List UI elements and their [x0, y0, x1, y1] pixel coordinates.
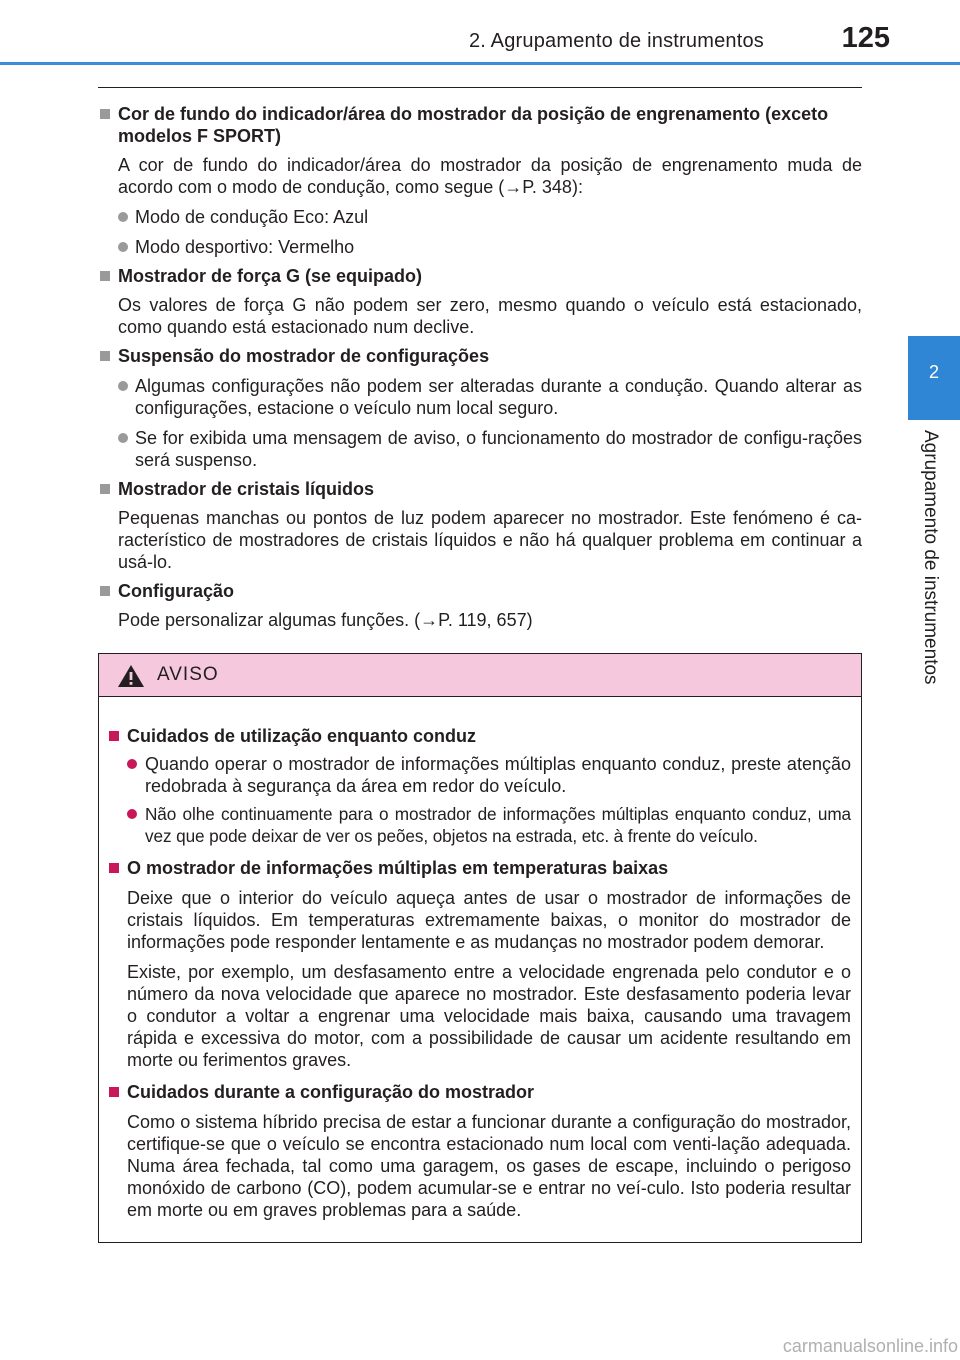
warning-heading: O mostrador de informações múltiplas em temperaturas baixas [107, 857, 851, 879]
section-heading: Suspensão do mostrador de configurações [98, 345, 862, 367]
chapter-side-label [918, 430, 942, 720]
top-divider [98, 87, 862, 88]
circle-bullet-icon [118, 381, 128, 391]
section-paragraph: Pequenas manchas ou pontos de luz podem aparecer no mostrador. Este fenómeno é ca-racterístico de mostradores de cristais líquidos e não há qualquer problema em continuar a usá-lo. [118, 508, 862, 572]
circle-bullet-icon [118, 212, 128, 222]
warning-paragraph: Existe, por exemplo, um desfasamento entre a velocidade engrenada pelo condutor e o número da nova velocidade que aparece no mostrador. Este desfasamento poderia levar o condutor a voltar a engrenar uma velocidade mais baixa, causando uma travagem rápida e excessiva do motor, com a possibilidade de causar um acidente resultando em morte ou ferimentos graves. [127, 962, 851, 1070]
section-paragraph: A cor de fundo do indicador/área do mostrador da posição de engrenamento muda de acordo com o modo de condução, como segue (→P. 348): [118, 155, 862, 197]
warning-body [99, 697, 861, 1221]
page-number: 125 [841, 22, 890, 54]
page-header [0, 0, 960, 64]
warning-box [98, 653, 862, 1243]
warning-heading: Cuidados de utilização enquanto conduz [107, 725, 851, 747]
chapter-tab-number: 2 [928, 362, 939, 382]
square-bullet-icon [100, 109, 110, 119]
warning-paragraph: Como o sistema híbrido precisa de estar a funcionar durante a configuração do mostrador, certifique-se que o veículo se encontra estacionado num local com venti-lação adequada. Numa área fechada, tal como uma garagem, os gases de escape, incluindo o perigoso monóxido de carbono (CO), podem acumular-se e entrar no veí-culo. Isto poderia resultar em morte ou em graves problemas para a saúde. [127, 1112, 851, 1220]
list-item: Modo de condução Eco: Azul [98, 206, 862, 228]
warning-title: AVISO [157, 664, 219, 685]
list-item: Algumas configurações não podem ser alteradas durante a condução. Quando alterar as configurações, estacione o veículo num local seguro. [98, 375, 862, 419]
section-heading: Configuração [98, 580, 862, 602]
section-heading: Mostrador de força G (se equipado) [98, 265, 862, 287]
page-content [98, 96, 862, 631]
warning-list-item: Quando operar o mostrador de informações múltiplas enquanto conduz, preste atenção redobrada à segurança da área em redor do veículo. [107, 753, 851, 797]
warning-list-item: Não olhe continuamente para o mostrador de informações múltiplas enquanto conduz, uma vez que pode deixar de ver os peões, objetos na estrada, etc. à frente do veículo. [107, 803, 851, 847]
square-bullet-icon [100, 351, 110, 361]
square-bullet-icon [100, 271, 110, 281]
list-item: Se for exibida uma mensagem de aviso, o funcionamento do mostrador de configu-rações será suspenso. [98, 427, 862, 471]
square-bullet-icon [100, 484, 110, 494]
list-item: Modo desportivo: Vermelho [98, 236, 862, 258]
section-paragraph: Pode personalizar algumas funções. (→P. 119, 657) [118, 610, 533, 630]
warning-paragraph: Deixe que o interior do veículo aqueça antes de usar o mostrador de informações de cristais líquidos. Em temperaturas extremamente baixas, o monitor do mostrador de informações pode responder lentamente e as mudanças no mostrador podem demorar. [127, 888, 851, 952]
section-title: 2. Agrupamento de instrumentos [468, 30, 764, 52]
warning-heading: Cuidados durante a configuração do mostrador [107, 1081, 851, 1103]
circle-bullet-icon [118, 242, 128, 252]
circle-bullet-icon [127, 809, 137, 819]
section-heading: Cor de fundo do indicador/área do mostrador da posição de engrenamento (exceto modelos F SPORT) [98, 103, 862, 147]
square-bullet-icon [100, 586, 110, 596]
square-bullet-icon [109, 731, 119, 741]
chapter-tab[interactable] [908, 336, 960, 420]
warning-triangle-icon [117, 664, 145, 688]
square-bullet-icon [109, 1087, 119, 1097]
circle-bullet-icon [118, 433, 128, 443]
circle-bullet-icon [127, 759, 137, 769]
section-heading: Mostrador de cristais líquidos [98, 478, 862, 500]
section-paragraph: Os valores de força G não podem ser zero, mesmo quando o veículo está estacionado, como quando está estacionado num declive. [118, 295, 862, 337]
warning-title-bar [99, 654, 861, 697]
header-rule [0, 62, 960, 65]
watermark: carmanualsonline.info [782, 1336, 958, 1356]
chapter-side-label-text: Agrupamento de instrumentos [920, 430, 941, 685]
square-bullet-icon [109, 863, 119, 873]
